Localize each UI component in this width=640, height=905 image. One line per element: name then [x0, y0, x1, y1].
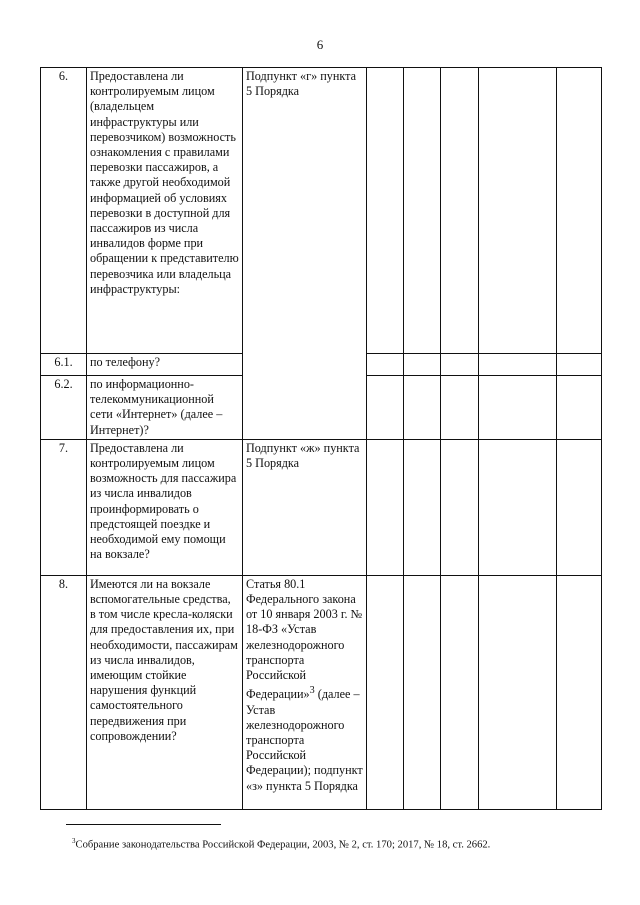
- answer-cell[interactable]: [479, 354, 557, 376]
- legal-reference: Подпункт «ж» пункта 5 Порядка: [243, 439, 367, 575]
- question-text: по информационно-телекоммуникационной сети «Интернет» (далее – Интернет)?: [87, 376, 243, 440]
- legal-reference: Подпункт «г» пункта 5 Порядка: [243, 68, 367, 440]
- answer-cell[interactable]: [404, 376, 441, 440]
- answer-cell[interactable]: [441, 575, 479, 809]
- answer-cell[interactable]: [479, 68, 557, 354]
- footnote-mark: 3: [72, 837, 76, 845]
- footnote-text: Собрание законодательства Российской Федерации, 2003, № 2, ст. 170; 2017, № 18, ст. 2662.: [75, 839, 491, 851]
- question-text: Предоставлена ли контролируемым лицом (владельцем инфраструктуры или перевозчиком) возможность ознакомления с правилами перевозки пассажиров, а также другой необходимой информацией об условиях перевозки в доступной для пассажиров из числа инвалидов форме при обращении к представителю перевозчика или владельца инфраструктуры:: [87, 68, 243, 354]
- answer-cell[interactable]: [441, 354, 479, 376]
- answer-cell[interactable]: [404, 439, 441, 575]
- answer-cell[interactable]: [557, 575, 602, 809]
- answer-cell[interactable]: [367, 376, 404, 440]
- answer-cell[interactable]: [479, 439, 557, 575]
- table-row: [41, 439, 602, 575]
- answer-cell[interactable]: [557, 439, 602, 575]
- answer-cell[interactable]: [441, 439, 479, 575]
- table-row: [41, 68, 602, 354]
- answer-cell[interactable]: [557, 376, 602, 440]
- answer-cell[interactable]: [557, 68, 602, 354]
- footnote-mark: 3: [309, 685, 315, 697]
- row-number: 6.2.: [41, 376, 87, 440]
- row-number: 6.: [41, 68, 87, 354]
- answer-cell[interactable]: [367, 354, 404, 376]
- answer-cell[interactable]: [441, 376, 479, 440]
- footnote-divider: [66, 824, 221, 825]
- answer-cell[interactable]: [367, 575, 404, 809]
- question-text: Предоставлена ли контролируемым лицом возможность для пассажира из числа инвалидов проинформировать о предстоящей поездке и необходимой ему помощи на вокзале?: [87, 439, 243, 575]
- answer-cell[interactable]: [557, 354, 602, 376]
- row-number: 6.1.: [41, 354, 87, 376]
- answer-cell[interactable]: [367, 68, 404, 354]
- reference-text: Статья 80.1 Федерального закона от 10 января 2003 г. № 18-ФЗ «Устав железнодорожного транспорта Российской Федерации»: [246, 576, 363, 702]
- answer-cell[interactable]: [479, 376, 557, 440]
- answer-cell[interactable]: [479, 575, 557, 809]
- row-number: 8.: [41, 575, 87, 809]
- answer-cell[interactable]: [441, 68, 479, 354]
- table-row: [41, 575, 602, 809]
- question-text: по телефону?: [87, 354, 243, 376]
- answer-cell[interactable]: [404, 354, 441, 376]
- legal-reference: [243, 575, 367, 809]
- reference-text: (далее – Устав железнодорожного транспорта Российской Федерации); подпункт «з» пункта 5 Порядка: [246, 687, 363, 793]
- answer-cell[interactable]: [404, 68, 441, 354]
- answer-cell[interactable]: [404, 575, 441, 809]
- footnote: [72, 837, 490, 851]
- row-number: 7.: [41, 439, 87, 575]
- answer-cell[interactable]: [367, 439, 404, 575]
- page-number: 6: [316, 37, 324, 52]
- checklist-table: [40, 67, 602, 810]
- question-text: Имеются ли на вокзале вспомогательные средства, в том числе кресла-коляски для предоставления их, при необходимости, пассажирам из числа инвалидов, имеющим стойкие нарушения функций самостоятельного передвижения при сопровождении?: [87, 575, 243, 809]
